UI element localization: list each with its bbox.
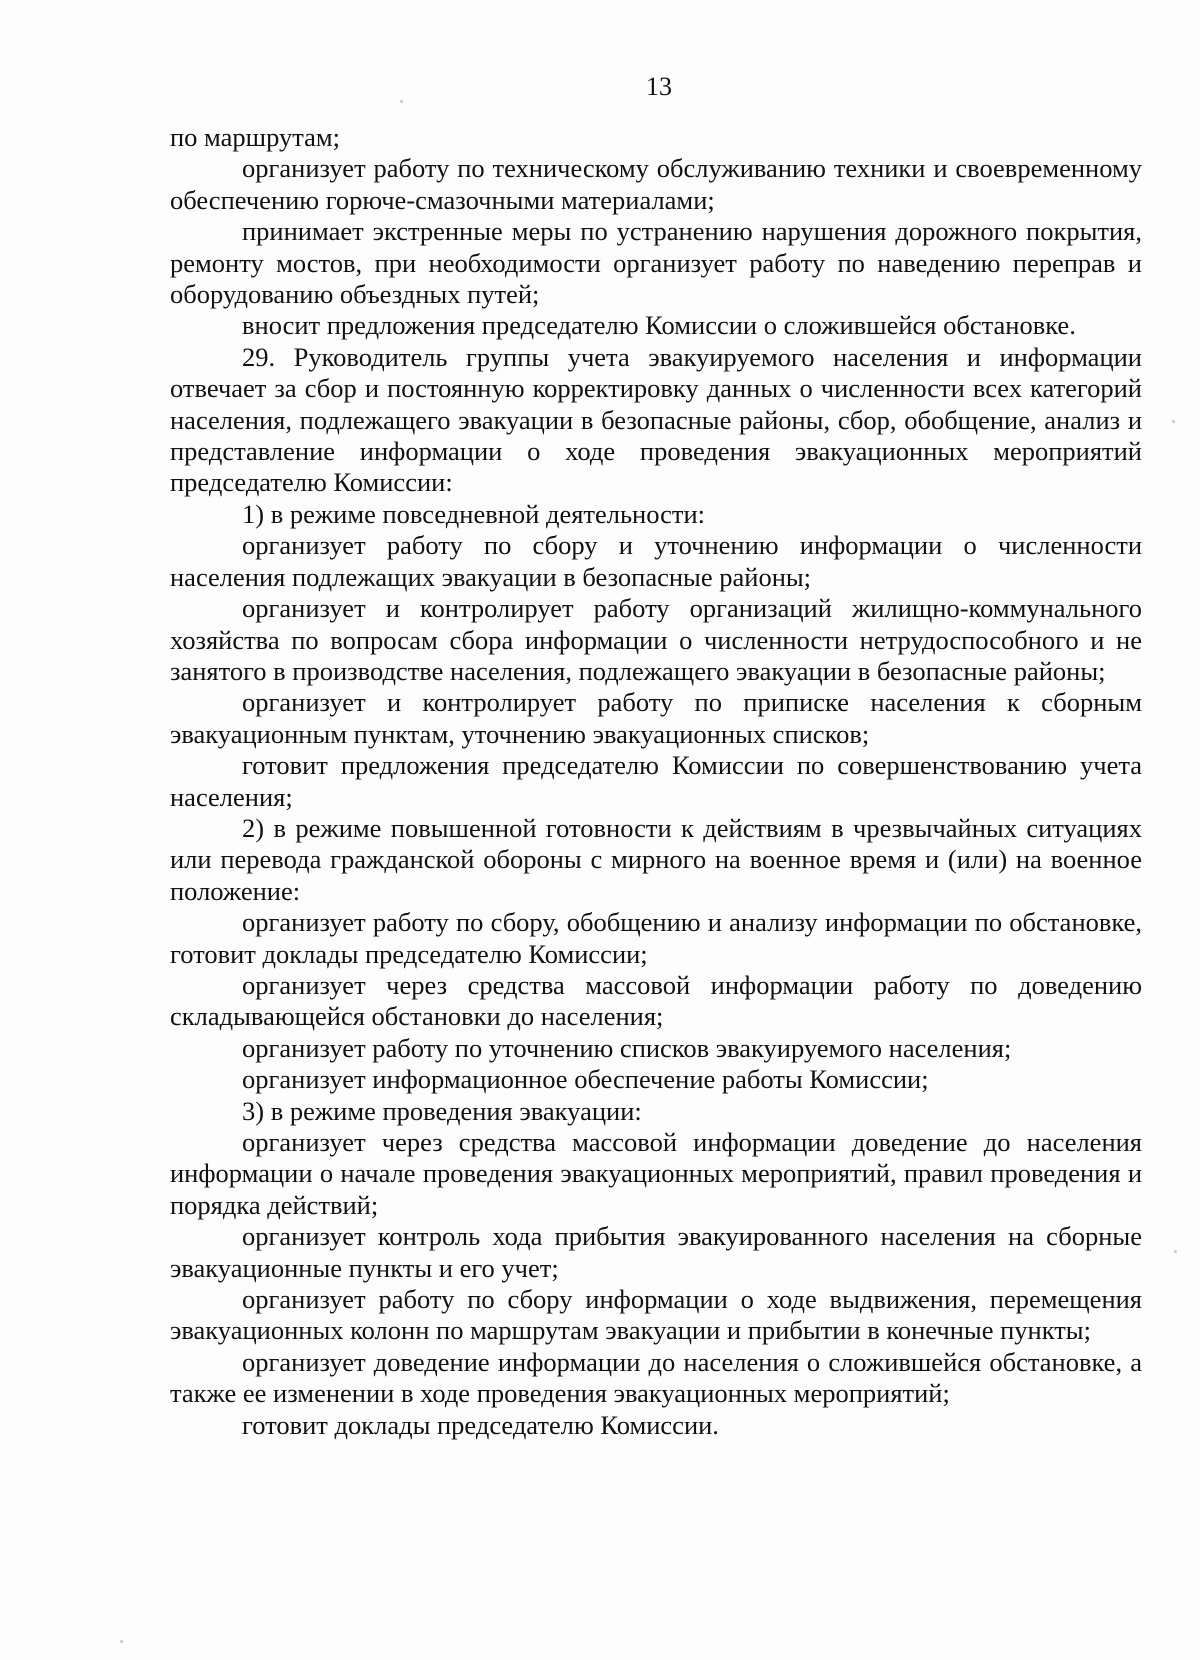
paragraph: организует работу по техническому обслуживанию техники и своевременному обеспечению горюче-смазочными материалами;: [170, 153, 1142, 215]
scan-speck: [400, 100, 403, 103]
paragraph: вносит предложения председателю Комиссии о сложившейся обстановке.: [242, 310, 1076, 341]
paragraph: организует через средства массовой информации работу по доведению складывающейся обстановки до населения;: [170, 969, 1142, 1032]
paragraph: организует работу по уточнению списков эвакуируемого населения;: [242, 1032, 1012, 1063]
paragraph: организует и контролирует работу по приписке населения к сборным эвакуационным пунктам, уточнению эвакуационных списков;: [170, 687, 1142, 749]
page-number: 13: [646, 72, 672, 101]
paragraph: организует контроль хода прибытия эвакуированного населения на сборные эвакуационные пункты и его учет;: [170, 1221, 1142, 1283]
paragraph: организует доведение информации до населения о сложившейся обстановке, а также ее изменении в ходе проведения эвакуационных мероприятий;: [170, 1346, 1142, 1409]
scan-speck: [120, 1640, 123, 1643]
paragraph: 3) в режиме проведения эвакуации:: [242, 1095, 642, 1126]
paragraph: принимает экстренные меры по устранению нарушения дорожного покрытия, ремонту мостов, при необходимости организует работу по наведению переправ и оборудованию объездных путей;: [170, 216, 1142, 310]
paragraph: организует работу по сбору информации о ходе выдвижения, перемещения эвакуационных колонн по маршрутам эвакуации и прибытии в конечные пункты;: [170, 1284, 1142, 1346]
paragraph: организует и контролирует работу организаций жилищно-коммунального хозяйства по вопросам сбора информации о численности нетрудоспособного и не занятого в производстве населения, подлежащего эвакуации в безопасные районы;: [170, 593, 1142, 686]
paragraph: по маршрутам;: [170, 122, 341, 152]
paragraph: 2) в режиме повышенной готовности к действиям в чрезвычайных ситуациях или перевода гражданской обороны с мирного на военное время и (или) на военное положение:: [170, 812, 1142, 906]
paragraph: 29. Руководитель группы учета эвакуируемого населения и информации отвечает за сбор и постоянную корректировку данных о численности всех категорий населения, подлежащего эвакуации в безопасные районы, сбор, обобщение, анализ и представление информации о ходе проведения эвакуационных мероприятий председателю Комиссии:: [170, 341, 1142, 498]
paragraph: 1) в режиме повседневной деятельности:: [242, 498, 706, 529]
paragraph: готовит предложения председателю Комиссии по совершенствованию учета населения;: [170, 750, 1142, 812]
document-body: [170, 122, 1142, 1441]
scan-speck: [1174, 1250, 1177, 1253]
paragraph: организует через средства массовой информации доведение до населения информации о начале проведения эвакуационных мероприятий, правил проведения и порядка действий;: [170, 1127, 1142, 1220]
paragraph: готовит доклады председателю Комиссии.: [242, 1409, 719, 1440]
paragraph: организует работу по сбору и уточнению информации о численности населения подлежащих эвакуации в безопасные районы;: [170, 530, 1142, 592]
paragraph: организует информационное обеспечение работы Комиссии;: [242, 1064, 929, 1095]
scan-speck: [1172, 420, 1175, 423]
paragraph: организует работу по сбору, обобщению и анализу информации по обстановке, готовит доклады председателю Комиссии;: [170, 907, 1142, 969]
